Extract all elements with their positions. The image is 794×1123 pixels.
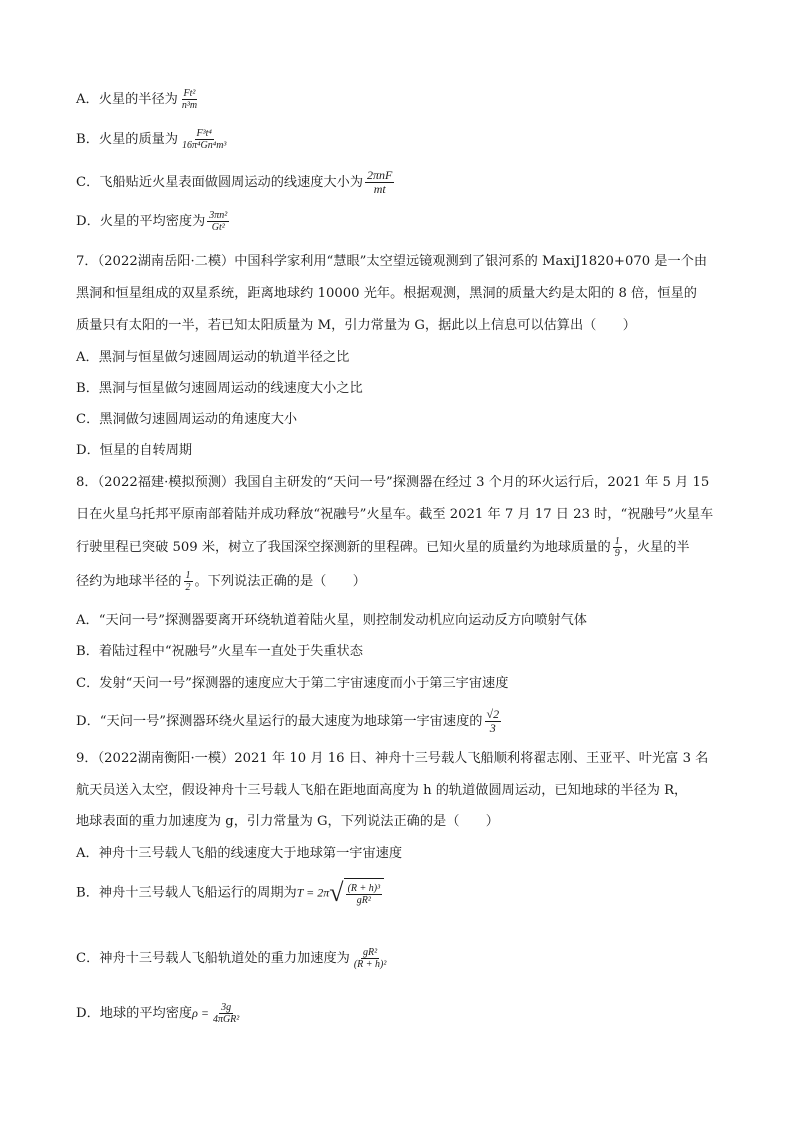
q9-b-sqrt: √ $\frac{\text{(R + h)³}}{\text{gR²}}$	[329, 878, 384, 908]
q8-d-fraction: $\frac{√2}{3}$	[486, 707, 500, 735]
q7-stem-line-1: 7．（2022湖南岳阳·二模）中国科学家利用“慧眼”太空望远镜观测到了银河系的 MaxiJ1820+070 是一个由	[76, 254, 708, 269]
q9-c-fraction: $\frac{\text{gR²}}{\text{(R + h)²}}$	[353, 947, 387, 970]
q8-option-a: A．“天问一号”探测器要离开环绕轨道着陆火星，则控制发动机应向运动反方向喷射气体	[76, 613, 587, 628]
q8-radius-fraction: $\frac{1}{2}$	[185, 570, 191, 593]
q8-option-b: B．着陆过程中“祝融号”火星车一直处于失重状态	[76, 644, 363, 659]
q9-option-d: D．地球的平均密度ρ = $\frac{3g}{\text{4πGR²}}$	[76, 1002, 240, 1025]
q6-d-fraction: $\frac{\text{3πn²}}{\text{Gt²}}$	[209, 210, 228, 233]
q8-stem-line-1: 8．（2022福建·模拟预测）我国自主研发的“天问一号”探测器在经过 3 个月的环火运行后，2021 年 5 月 15	[76, 475, 710, 490]
q8-option-d: D．“天问一号”探测器环绕火星运行的最大速度为地球第一宇宙速度的 $\frac{√2}{3}$	[76, 707, 500, 735]
q9-stem-line-3: 地球表面的重力加速度为 g，引力常量为 G，下列说法正确的是（ ）	[76, 814, 499, 829]
q9-b-fraction: $\frac{\text{(R + h)³}}{\text{gR²}}$	[347, 883, 381, 906]
q6-b-fraction: $\frac{\text{F³t⁴}}{\text{16π⁴Gn⁴m³}}$	[182, 128, 227, 151]
q6-option-c: C．飞船贴近火星表面做圆周运动的线速度大小为 $\frac{\text{2πnF}}{mt}$	[76, 168, 393, 196]
q7-stem-line-3: 质量只有太阳的一半，若已知太阳质量为 M，引力常量为 G，据此以上信息可以估算出（ ）	[76, 318, 636, 333]
q6-a-fraction: $\frac{\text{Ft²}}{\text{n³m}}$	[181, 88, 198, 111]
q8-stem-line-2: 日在火星乌托邦平原南部着陆并成功释放“祝融号”火星车。截至 2021 年 7 月 17 日 23 时，“祝融号”火星车	[76, 507, 714, 522]
q9-option-a: A．神舟十三号载人飞船的线速度大于地球第一宇宙速度	[76, 846, 403, 861]
q8-stem-line-3: 行驶里程已突破 509 米，树立了我国深空探测新的里程碑。已知火星的质量约为地球质量的 $\frac{1}{9}$ ，火星的半	[76, 536, 690, 559]
q9-option-c: C．神舟十三号载人飞船轨道处的重力加速度为 $\frac{\text{gR²}}{\text{(R + h)²}}$	[76, 947, 387, 970]
q6-c-fraction: $\frac{\text{2πnF}}{mt}$	[367, 168, 393, 196]
q8-mass-fraction: $\frac{1}{9}$	[614, 536, 620, 559]
q8-option-c: C．发射“天问一号”探测器的速度应大于第二宇宙速度而小于第三宇宙速度	[76, 676, 509, 691]
q9-stem-line-2: 航天员送入太空，假设神舟十三号载人飞船在距地面高度为 h 的轨道做圆周运动，已知地球的半径为 R，	[76, 783, 688, 798]
q7-option-d: D．恒星的自转周期	[76, 443, 193, 458]
q6-option-b: B．火星的质量为 $\frac{\text{F³t⁴}}{\text{16π⁴Gn⁴m³}}$	[76, 128, 227, 151]
q9-d-fraction: $\frac{3g}{\text{4πGR²}}$	[212, 1002, 240, 1025]
q7-option-a: A．黑洞与恒星做匀速圆周运动的轨道半径之比	[76, 350, 350, 365]
q6-option-a: A．火星的半径为 $\frac{\text{Ft²}}{\text{n³m}}$	[76, 88, 198, 111]
q7-stem-line-2: 黑洞和恒星组成的双星系统，距离地球约 10000 光年。根据观测，黑洞的质量大约是太阳的 8 倍，恒星的	[76, 286, 697, 301]
q9-option-b: B．神舟十三号载人飞船运行的周期为T = 2π √ $\frac{\text{(R + h)³}}{\text{gR²}}$	[76, 878, 384, 908]
q7-option-b: B．黑洞与恒星做匀速圆周运动的线速度大小之比	[76, 381, 363, 396]
q7-option-c: C．黑洞做匀速圆周运动的角速度大小	[76, 412, 298, 427]
q8-stem-line-4: 径约为地球半径的 $\frac{1}{2}$ 。下列说法正确的是（ ）	[76, 570, 366, 593]
q9-stem-line-1: 9．（2022湖南衡阳·一模）2021 年 10 月 16 日、神舟十三号载人飞船顺利将翟志刚、王亚平、叶光富 3 名	[76, 751, 709, 766]
q6-option-d: D．火星的平均密度为 $\frac{\text{3πn²}}{\text{Gt²}}$	[76, 210, 228, 233]
